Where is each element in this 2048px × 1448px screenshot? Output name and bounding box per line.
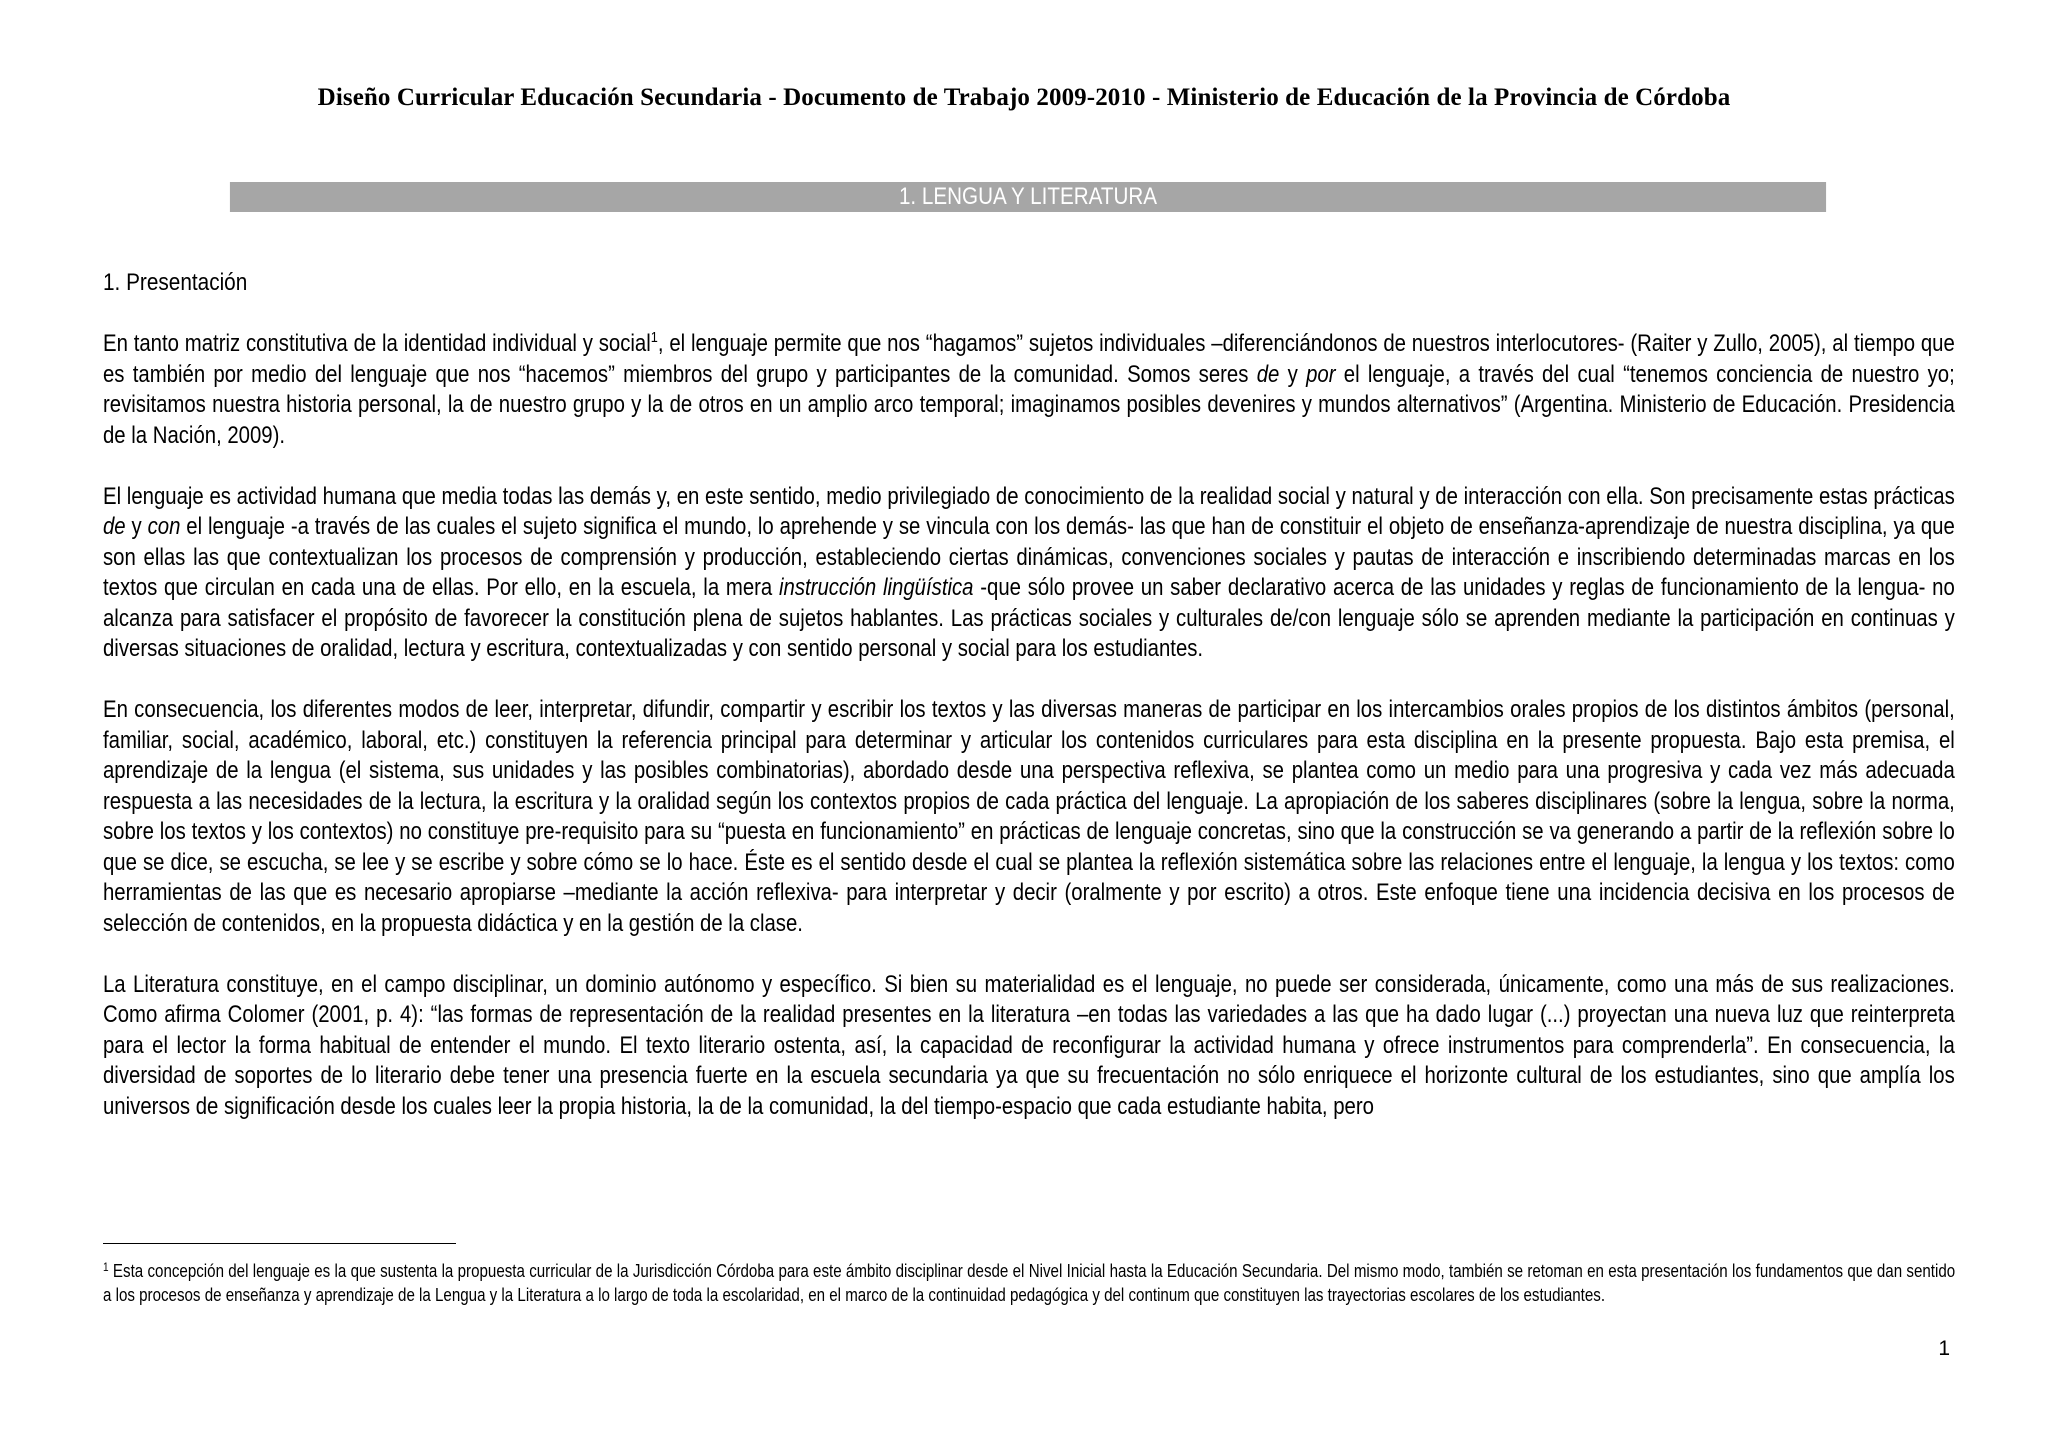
emphasis-text: de xyxy=(103,513,126,540)
paragraph-2 xyxy=(103,482,1955,665)
paragraph-3: En consecuencia, los diferentes modos de leer, interpretar, difundir, compartir y escribir los textos y las diversas maneras de participar en los intercambios orales propios de los distintos ámbitos (personal, familiar, social, académico, laboral, etc.) constituyen la referencia principal para determinar y articular los contenidos curriculares para esta disciplina en la presente propuesta. Bajo esta premisa, el aprendizaje de la lengua (el sistema, sus unidades y las posibles combinatorias), abordado desde una perspectiva reflexiva, se plantea como un medio para una progresiva y cada vez más adecuada respuesta a las necesidades de la lectura, la escritura y la oralidad según los contextos propios de cada práctica del lenguaje. La apropiación de los saberes disciplinares (sobre la lengua, sobre la norma, sobre los textos y los contextos) no constituye pre-requisito para su “puesta en funcionamiento” en prácticas de lenguaje concretas, sino que la construcción se va generando a partir de la reflexión sobre lo que se dice, se escucha, se lee y se escribe y sobre cómo se lo hace. Éste es el sentido desde el cual se plantea la reflexión sistemática sobre las relaciones entre el lenguaje, la lengua y los textos: como herramientas de las que es necesario apropiarse –mediante la acción reflexiva- para interpretar y decir (oralmente y por escrito) a otros. Este enfoque tiene una incidencia decisiva en los procesos de selección de contenidos, en la propuesta didáctica y en la gestión de la clase. xyxy=(103,696,1955,937)
running-header: Diseño Curricular Educación Secundaria - Documento de Trabajo 2009-2010 - Ministerio de Educación de la Provincia de Córdoba xyxy=(317,84,1731,111)
footnote-number: 1 xyxy=(103,1260,109,1274)
footnote-divider xyxy=(103,1243,456,1244)
section-title-banner: 1. LENGUA Y LITERATURA xyxy=(230,182,1826,212)
emphasis-text: con xyxy=(147,513,181,540)
footnote xyxy=(103,1259,1955,1307)
footnote-text: Esta concepción del lenguaje es la que sustenta la propuesta curricular de la Jurisdicción Córdoba para este ámbito disciplinar desde el Nivel Inicial hasta la Educación Secundaria. Del mismo modo, también se retoman en esta presentación los fundamentos que dan sentido a los procesos de enseñanza y aprendizaje de la Lengua y la Literatura a lo largo de toda la escolaridad, en el marco de la continuidad pedagógica y del continum que constituyen las trayectorias escolares de los estudiantes. xyxy=(103,1261,1956,1305)
paragraph-4: La Literatura constituye, en el campo disciplinar, un dominio autónomo y específico. Si bien su materialidad es el lenguaje, no puede ser considerada, únicamente, como una más de sus realizaciones. Como afirma Colomer (2001, p. 4): “las formas de representación de la realidad presentes en la literatura –en todas las variedades a las que ha dado lugar (...) proyectan una nueva luz que reinterpreta para el lector la forma habitual de entender el mundo. El texto literario ostenta, así, la capacidad de reconfigurar la actividad humana y ofrece instrumentos para comprenderla”. En consecuencia, la diversidad de soportes de lo literario debe tener una presencia fuerte en la escuela secundaria ya que su frecuentación no sólo enriquece el horizonte cultural de los estudiantes, sino que amplía los universos de significación desde los cuales leer la propia historia, la de la comunidad, la del tiempo-espacio que cada estudiante habita, pero xyxy=(103,970,1955,1120)
footnote-reference[interactable]: 1 xyxy=(650,329,658,346)
paragraph-text: El lenguaje es actividad humana que media todas las demás y, en este sentido, medio privilegiado de conocimiento de la realidad social y natural y de interacción con ella. Son precisamente estas prácticas xyxy=(103,482,1955,510)
body-content xyxy=(103,268,1955,1122)
paragraph-1 xyxy=(103,329,1955,451)
paragraph-text: -que sólo provee un saber declarativo acerca de las unidades y reglas de funcionamiento de la lengua- no alcanza para satisfacer el propósito de favorecer la constitución plena de sujetos hablantes. Las prácticas sociales y culturales de/con lenguaje sólo se aprenden mediante la participación en continuas y diversas situaciones de oralidad, lectura y escritura, contextualizadas y con sentido personal y social para los estudiantes. xyxy=(103,574,1955,662)
paragraph-text: el lenguaje, a través del cual “tenemos conciencia de nuestro yo; revisitamos nuestra historia personal, la de nuestro grupo y la de otros en un amplio arco temporal; imaginamos posibles devenires y mundos alternativos” (Argentina. Ministerio de Educación. Presidencia de la Nación, 2009). xyxy=(103,360,1955,449)
paragraph-text: , el lenguaje permite que nos “hagamos” sujetos individuales –diferenciándonos de nuestros interlocutores- (Raiter y Zullo, 2005), al tiempo que es también por medio del lenguaje que nos “hacemos” miembros del grupo y participantes de la comunidad. Somos seres xyxy=(103,330,1955,388)
emphasis-text: de xyxy=(1256,360,1280,388)
paragraph-text: y xyxy=(125,513,148,540)
paragraph-text: y xyxy=(1279,360,1307,388)
paragraph-text: el lenguaje -a través de las cuales el sujeto significa el mundo, lo aprehende y se vincula con los demás- las que han de constituir el objeto de enseñanza-aprendizaje de nuestra disciplina, ya que son ellas las que contextualizan los procesos de comprensión y producción, estableciendo ciertas dinámicas, convenciones sociales y pautas de interacción e inscribiendo determinadas marcas en los textos que circulan en cada una de ellas. Por ello, en la escuela, la mera xyxy=(103,513,1955,601)
emphasis-text: instrucción lingüística xyxy=(779,574,974,601)
emphasis-text: por xyxy=(1306,360,1336,388)
page-number: 1 xyxy=(1938,1337,1950,1360)
paragraph-text: En tanto matriz constitutiva de la identidad individual y social xyxy=(103,330,651,357)
section-subheading: 1. Presentación xyxy=(103,269,248,296)
